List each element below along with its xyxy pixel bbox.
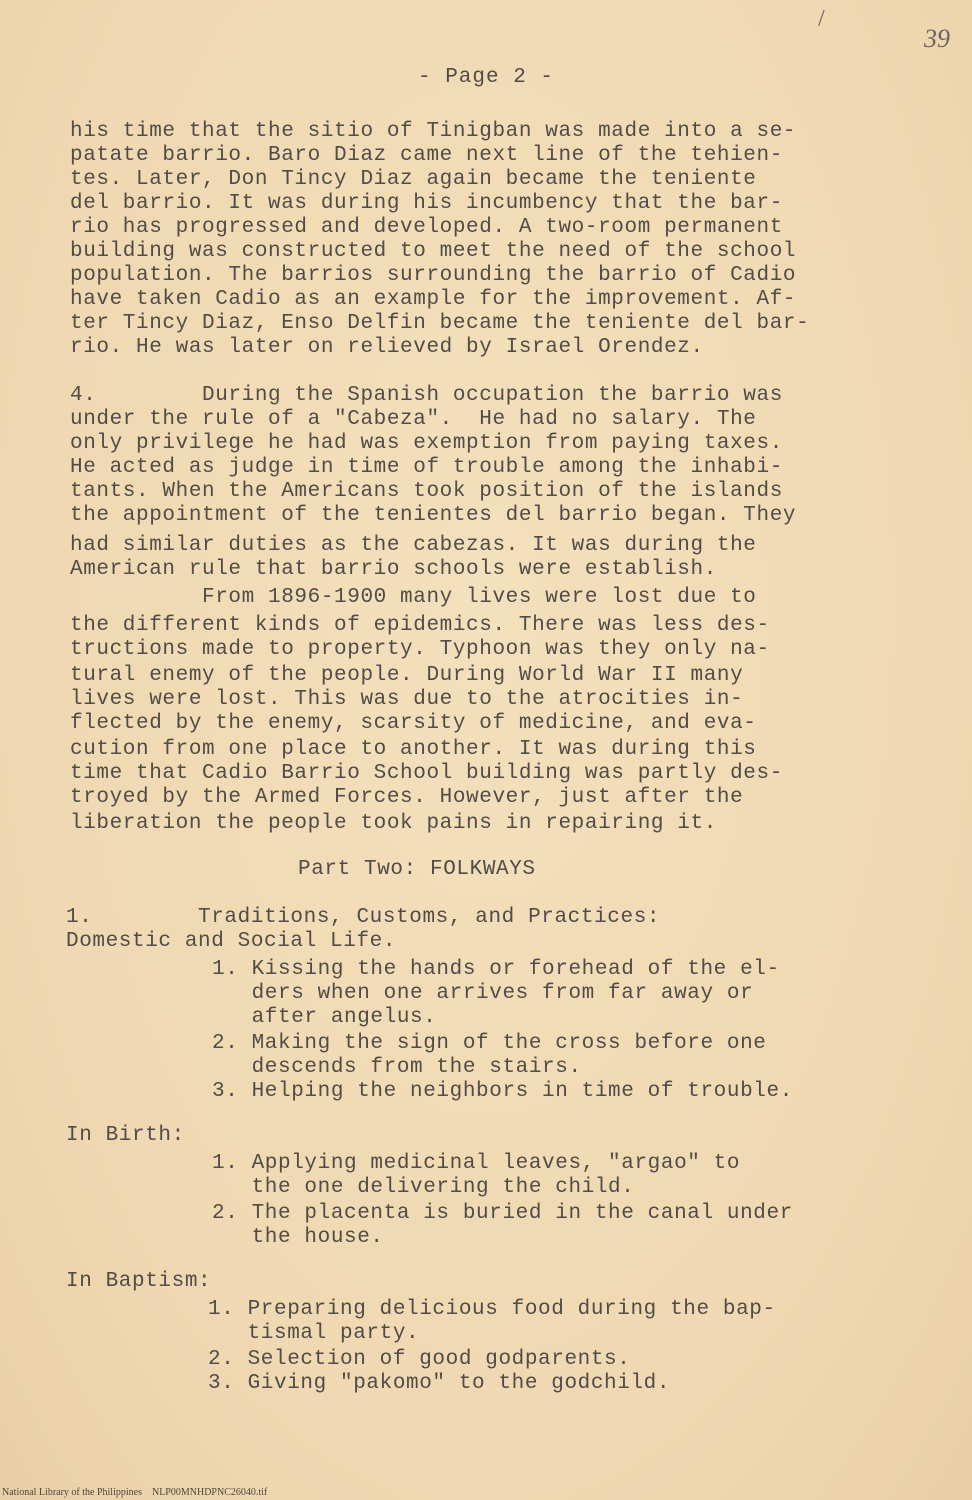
text-line: his time that the sitio of Tinigban was made into a se- <box>70 120 797 143</box>
list-item: 1. Kissing the hands or forehead of the el- <box>212 958 780 981</box>
text-line: population. The barrios surrounding the barrio of Cadio <box>70 264 797 287</box>
text-line: rio has progressed and developed. A two-room permanent <box>70 216 783 239</box>
text-line: time that Cadio Barrio School building was partly des- <box>70 762 783 785</box>
text-line: patate barrio. Baro Diaz came next line of the tehien- <box>70 144 783 167</box>
text-line: 4. During the Spanish occupation the barrio was <box>70 384 783 407</box>
text-line: only privilege he had was exemption from paying taxes. <box>70 432 783 455</box>
list-item: 2. Selection of good godparents. <box>208 1348 631 1371</box>
traditions-heading: 1. Traditions, Customs, and Practices: <box>66 906 661 929</box>
list-item: 3. Giving "pakomo" to the godchild. <box>208 1372 671 1395</box>
text-line: tructions made to property. Typhoon was they only na- <box>70 638 770 661</box>
page-header: - Page 2 - <box>417 66 555 89</box>
list-item: the one delivering the child. <box>212 1176 635 1199</box>
text-line: tural enemy of the people. During World War II many <box>70 664 744 687</box>
domestic-heading: Domestic and Social Life. <box>66 930 397 953</box>
text-line: rio. He was later on relieved by Israel Orendez. <box>70 336 704 359</box>
list-item: 2. Making the sign of the cross before one <box>212 1032 767 1055</box>
list-item: 3. Helping the neighbors in time of trouble. <box>212 1080 793 1103</box>
scan-footer: National Library of the Philippines NLP00MNHDPNC26040.tif <box>2 1487 268 1498</box>
text-line: liberation the people took pains in repairing it. <box>70 812 717 835</box>
text-line: had similar duties as the cabezas. It was during the <box>70 534 757 557</box>
text-line: ter Tincy Diaz, Enso Delfin became the teniente del bar- <box>70 312 810 335</box>
text-line: troyed by the Armed Forces. However, just after the <box>70 786 744 809</box>
list-item: 1. Preparing delicious food during the bap- <box>208 1298 776 1321</box>
list-item: 1. Applying medicinal leaves, "argao" to <box>212 1152 741 1175</box>
text-line: tants. When the Americans took position of the islands <box>70 480 783 503</box>
text-line: under the rule of a "Cabeza". He had no salary. The <box>70 408 757 431</box>
text-line: From 1896-1900 many lives were lost due to <box>70 586 757 609</box>
text-line: the different kinds of epidemics. There was less des- <box>70 614 770 637</box>
list-item: ders when one arrives from far away or <box>212 982 754 1005</box>
pen-stroke-mark: / <box>818 6 825 32</box>
text-line: have taken Cadio as an example for the improvement. Af- <box>70 288 797 311</box>
text-line: cution from one place to another. It was during this <box>70 738 757 761</box>
text-line: del barrio. It was during his incumbency that the bar- <box>70 192 783 215</box>
text-line: flected by the enemy, scarsity of medicine, and eva- <box>70 712 757 735</box>
page-number-mark: 39 <box>924 24 950 53</box>
list-item: 2. The placenta is buried in the canal under <box>212 1202 793 1225</box>
text-line: He acted as judge in time of trouble among the inhabi- <box>70 456 783 479</box>
list-item: descends from the stairs. <box>212 1056 582 1079</box>
text-line: tes. Later, Don Tincy Diaz again became the teniente <box>70 168 757 191</box>
text-line: the appointment of the tenientes del barrio began. They <box>70 504 797 527</box>
baptism-heading: In Baptism: <box>66 1270 212 1293</box>
list-item: tismal party. <box>208 1322 420 1345</box>
text-line: lives were lost. This was due to the atrocities in- <box>70 688 744 711</box>
list-item: the house. <box>212 1226 384 1249</box>
birth-heading: In Birth: <box>66 1124 185 1147</box>
text-line: American rule that barrio schools were establish. <box>70 558 717 581</box>
list-item: after angelus. <box>212 1006 437 1029</box>
part-two-title: Part Two: FOLKWAYS <box>298 858 536 881</box>
text-line: building was constructed to meet the need of the school <box>70 240 797 263</box>
